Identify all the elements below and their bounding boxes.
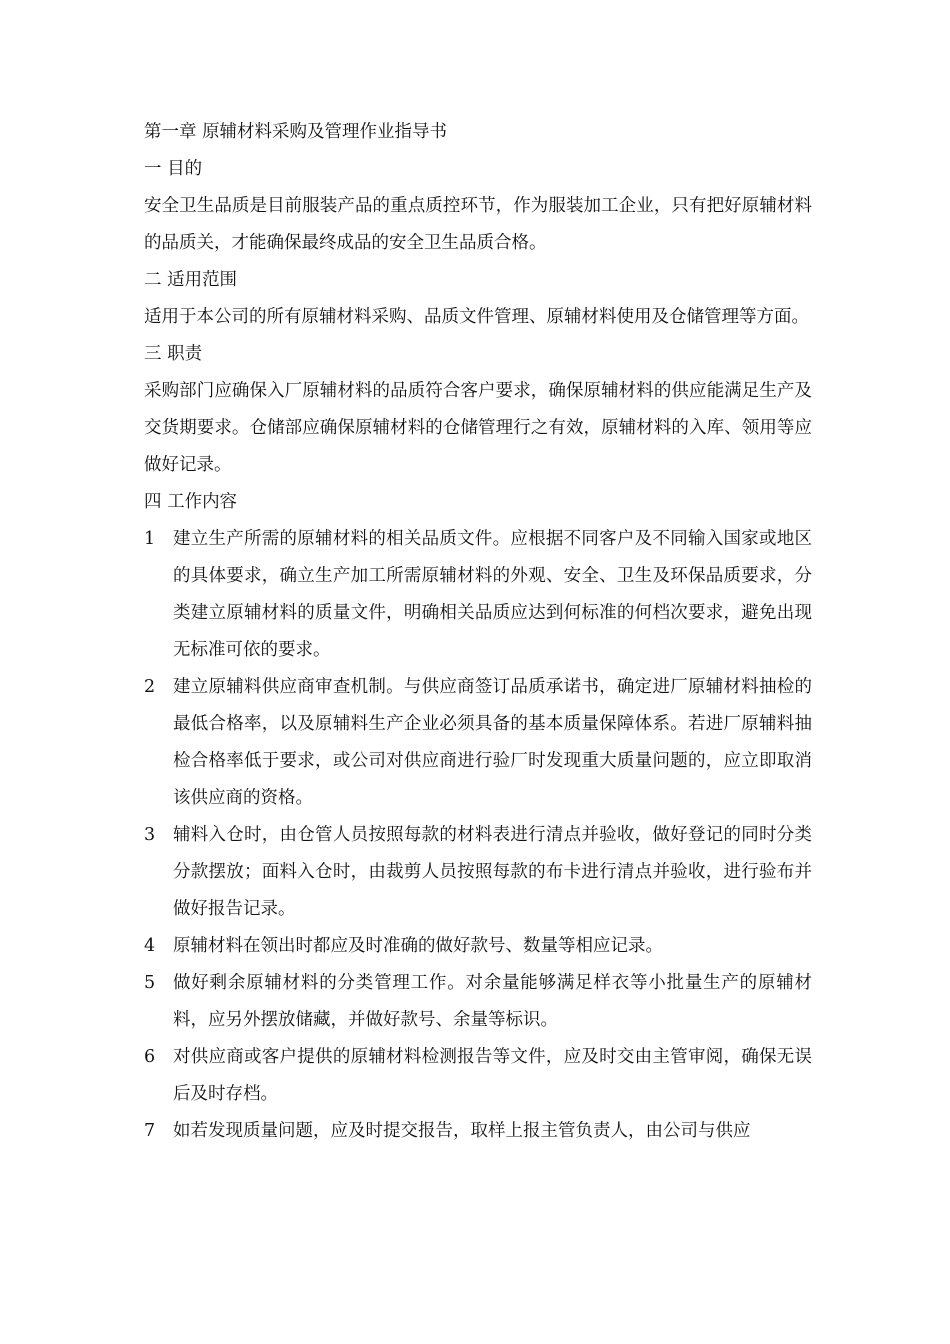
paragraph-scope: 适用于本公司的所有原辅材料采购、品质文件管理、原辅材料使用及仓储管理等方面。 xyxy=(144,307,809,327)
list-item xyxy=(144,521,812,669)
list-item-text: 对供应商或客户提供的原辅材料检测报告等文件，应及时交由主管审阅，确保无误后及时存档。 xyxy=(173,1047,812,1104)
list-item xyxy=(144,669,812,817)
section-heading-scope: 二 适用范围 xyxy=(144,270,238,290)
paragraph-duty: 采购部门应确保入厂原辅材料的品质符合客户要求，确保原辅材料的供应能满足生产及交货期要求。仓储部应确保原辅材料的仓储管理行之有效，原辅材料的入库、领用等应做好记录。 xyxy=(144,381,812,475)
list-item xyxy=(144,928,812,965)
list-item-text: 辅料入仓时，由仓管人员按照每款的材料表进行清点并验收，做好登记的同时分类分款摆放；面料入仓时，由裁剪人员按照每款的布卡进行清点并验收，进行验布并做好报告记录。 xyxy=(173,825,812,919)
list-item-text: 做好剩余原辅材料的分类管理工作。对余量能够满足样衣等小批量生产的原辅材料，应另外摆放储藏，并做好款号、余量等标识。 xyxy=(173,973,812,1030)
paragraph-purpose: 安全卫生品质是目前服装产品的重点质控环节，作为服装加工企业，只有把好原辅材料的品质关，才能确保最终成品的安全卫生品质合格。 xyxy=(144,196,812,253)
list-item-text: 如若发现质量问题，应及时提交报告，取样上报主管负责人，由公司与供应 xyxy=(173,1121,751,1141)
list-item-number: 7 xyxy=(144,1121,156,1141)
list-item xyxy=(144,1113,812,1150)
list-item-number: 2 xyxy=(144,677,156,697)
section-heading-purpose: 一 目的 xyxy=(144,159,203,179)
list-item-text: 建立生产所需的原辅材料的相关品质文件。应根据不同客户及不同输入国家或地区的具体要求，确立生产加工所需原辅材料的外观、安全、卫生及环保品质要求，分类建立原辅材料的质量文件，明确相关品质应达到何标准的何档次要求，避免出现无标准可依的要求。 xyxy=(173,529,812,660)
list-item-text: 原辅材料在领出时都应及时准确的做好款号、数量等相应记录。 xyxy=(173,936,663,956)
list-item-number: 5 xyxy=(144,973,156,993)
document-body xyxy=(144,114,812,1150)
list-item-number: 3 xyxy=(144,825,156,845)
list-item-number: 6 xyxy=(144,1047,156,1067)
list-item-number: 4 xyxy=(144,936,156,956)
section-heading-work: 四 工作内容 xyxy=(144,492,238,512)
list-item xyxy=(144,1039,812,1113)
list-item-number: 1 xyxy=(144,529,156,549)
list-item-text: 建立原辅料供应商审查机制。与供应商签订品质承诺书，确定进厂原辅材料抽检的最低合格率，以及原辅料生产企业必须具备的基本质量保障体系。若进厂原辅料抽检合格率低于要求，或公司对供应商进行验厂时发现重大质量问题的，应立即取消该供应商的资格。 xyxy=(173,677,812,808)
chapter-title: 第一章 原辅材料采购及管理作业指导书 xyxy=(144,122,448,142)
list-item xyxy=(144,817,812,928)
list-item xyxy=(144,965,812,1039)
section-heading-duty: 三 职责 xyxy=(144,344,203,364)
